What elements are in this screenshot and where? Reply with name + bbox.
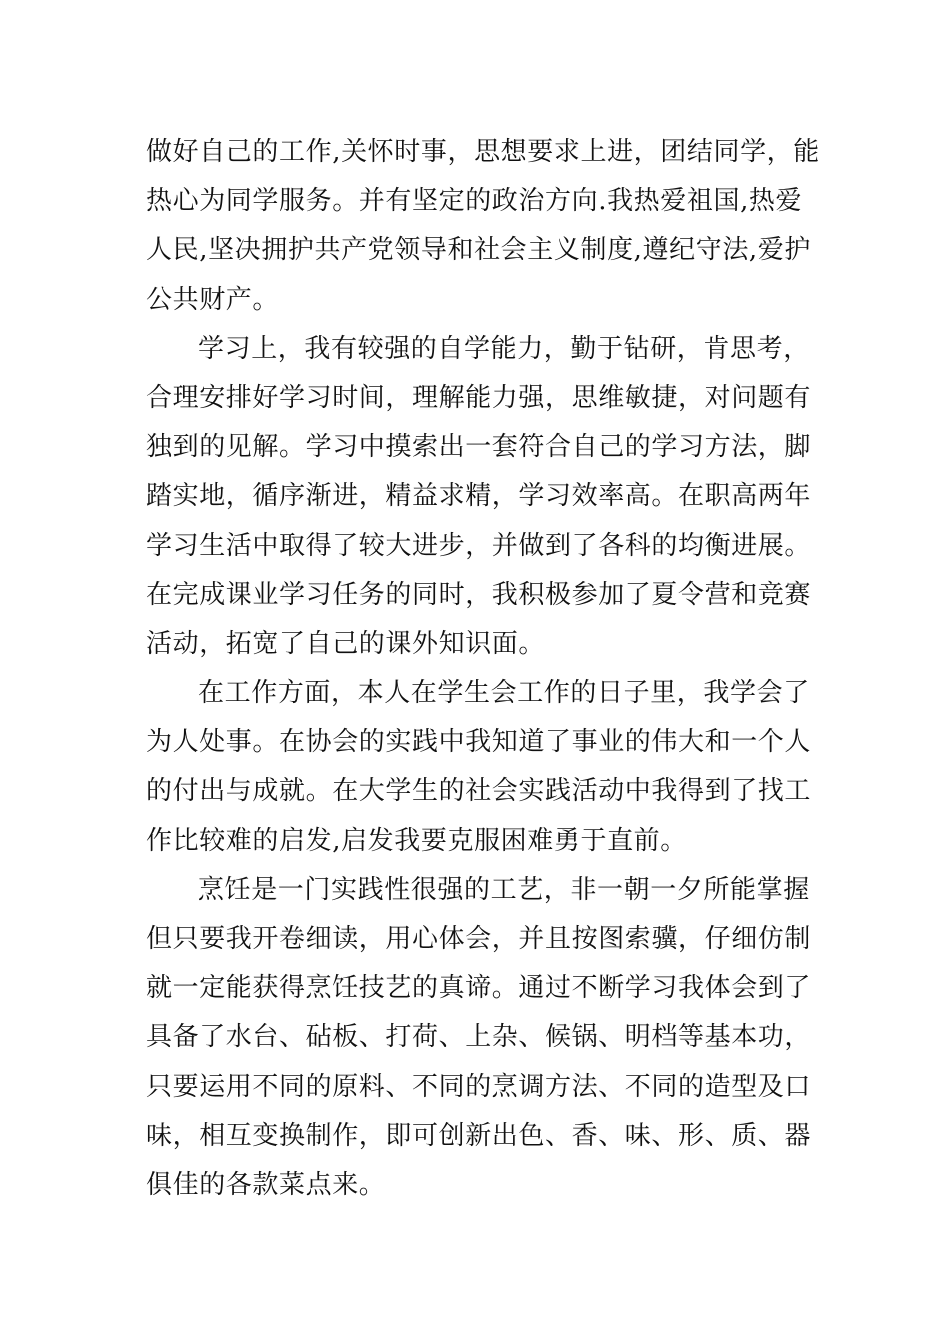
paragraph-2 (146, 325, 810, 669)
text-line: 踏实地，循序渐进，精益求精，学习效率高。在职高两年 (146, 481, 812, 512)
text-line: 做好自己的工作,关怀时事，思想要求上进，团结同学，能 (146, 137, 820, 167)
paragraph-4 (146, 866, 810, 1210)
text-line: 人民,坚决拥护共产党领导和社会主义制度,遵纪守法,爱护 (146, 235, 811, 266)
text-line: 具备了水台、砧板、打荷、上杂、候锅、明档等基本功， (146, 1022, 812, 1053)
text-line: 热心为同学服务。并有坚定的政治方向.我热爱祖国,热爱 (146, 186, 803, 217)
text-line: 只要运用不同的原料、不同的烹调方法、不同的造型及口 (146, 1071, 812, 1102)
text-line: 但只要我开卷细读，用心体会，并且按图索骥，仔细仿制 (146, 924, 812, 954)
text-line: 俱佳的各款菜点来。 (146, 1169, 386, 1200)
document-page (146, 128, 820, 1210)
text-line: 作比较难的启发,启发我要克服困难勇于直前。 (146, 825, 687, 856)
text-line: 合理安排好学习时间，理解能力强，思维敏捷，对问题有 (146, 382, 812, 413)
text-line: 在完成课业学习任务的同时，我积极参加了夏令营和竞赛 (146, 579, 812, 610)
paragraph-3 (146, 669, 810, 866)
text-line: 公共财产。 (146, 284, 280, 315)
text-line: 烹饪是一门实践性很强的工艺，非一朝一夕所能掌握 (198, 874, 810, 905)
text-line: 学习生活中取得了较大进步，并做到了各科的均衡进展。 (146, 530, 812, 561)
text-line: 就一定能获得烹饪技艺的真谛。通过不断学习我体会到了 (146, 973, 812, 1004)
paragraph-1 (146, 128, 820, 325)
text-line: 学习上，我有较强的自学能力，勤于钻研，肯思考， (198, 333, 810, 364)
text-line: 味，相互变换制作，即可创新出色、香、味、形、质、器 (146, 1120, 812, 1151)
text-line: 活动，拓宽了自己的课外知识面。 (146, 628, 546, 659)
text-line: 的付出与成就。在大学生的社会实践活动中我得到了找工 (146, 776, 812, 807)
text-line: 为人处事。在协会的实践中我知道了事业的伟大和一个人 (146, 727, 812, 758)
text-line: 在工作方面，本人在学生会工作的日子里，我学会了 (198, 678, 810, 709)
text-line: 独到的见解。学习中摸索出一套符合自己的学习方法，脚 (146, 432, 812, 463)
